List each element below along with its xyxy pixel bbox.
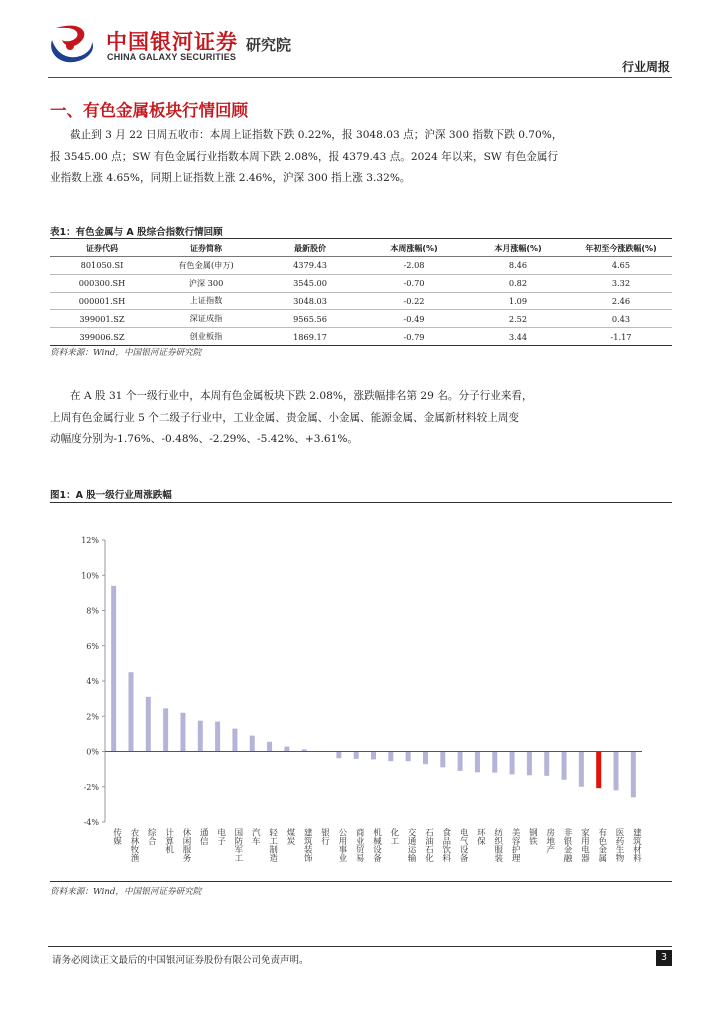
chart-bar [631,752,636,798]
table-cell: -1.17 [570,328,672,346]
table-cell: 9565.56 [258,310,362,328]
chart-bar [267,742,272,752]
chart-bar [475,752,480,773]
page-number: 3 [656,950,672,966]
chart-source-note: 资料来源：Wind，中国银河证券研究院 [50,887,202,897]
table-cell: 3048.03 [258,292,362,310]
column-header: 证券代码 [50,240,154,257]
table-cell: -2.08 [362,257,466,275]
x-category-label: 休闲服务 [180,828,191,862]
x-category-label: 汽车 [250,828,261,845]
table-cell: 3.44 [466,328,570,346]
column-header: 本周涨幅(%) [362,240,466,257]
table-cell: 深证成指 [154,310,258,328]
footer-disclaimer: 请务必阅读正文最后的中国银河证券股份有限公司免责声明。 [52,955,309,966]
x-category-label: 家用电器 [579,828,590,862]
chart-bar [284,747,289,752]
report-type: 行业周报 [621,60,670,74]
brand-name-cn: 中国银河证券 [106,30,238,54]
table-cell: -0.49 [362,310,466,328]
table-cell: -0.70 [362,274,466,292]
paragraph-line: 上周有色金属行业 5 个二级子行业中，工业金属、贵金属、小金属、能源金属、金属新材料较上周变 [50,411,520,424]
table-caption: 表1：有色金属与 A 股综合指数行情回顾 [50,227,223,238]
table-row [50,292,672,310]
x-category-label: 农林牧渔 [128,828,139,862]
y-tick-label: 4% [86,677,99,686]
chart-bar [579,752,584,787]
chart-bar [492,752,497,773]
table-cell: 0.43 [570,310,672,328]
chart-bar [354,752,359,759]
chart-bar [198,721,203,752]
x-category-label: 传媒 [111,828,122,845]
x-category-label: 公用事业 [336,828,347,862]
table-row [50,310,672,328]
header-divider [48,77,672,78]
x-category-label: 商业贸易 [354,828,365,862]
chart-bar [562,752,567,780]
x-category-label: 通信 [198,828,209,845]
chart-bar [215,722,220,752]
x-category-label: 电气设备 [458,828,469,862]
galaxy-logo [48,22,98,66]
y-tick-label: 10% [81,571,99,581]
x-category-label: 纺织服装 [492,828,503,862]
chart-bar [440,752,445,768]
x-category-label: 电子 [215,828,226,845]
x-category-label: 医药生物 [614,828,625,862]
x-category-label: 美容护理 [510,828,521,862]
chart-bar [388,752,393,762]
x-category-label: 石油石化 [423,828,434,862]
industry-weekly-change-chart [50,520,672,880]
table-cell: 000300.SH [50,274,154,292]
x-category-label: 银行 [319,828,330,845]
chart-bar [614,752,619,791]
x-category-label: 煤炭 [284,828,295,845]
column-header: 本月涨幅(%) [466,240,570,257]
x-category-label: 建筑装饰 [302,828,313,862]
x-category-label: 交通运输 [406,828,417,862]
paragraph-line: 业指数上涨 4.65%，同期上证指数上涨 2.46%，沪深 300 指上涨 3.32%。 [50,172,411,184]
y-tick-label: 12% [81,536,99,545]
table-cell: 1.09 [466,292,570,310]
table-cell: 2.52 [466,310,570,328]
table-cell: 399006.SZ [50,328,154,346]
chart-bar [336,752,341,759]
chart-bar [596,752,601,789]
chart-bar [423,752,428,765]
brand-institute: 研究院 [246,36,292,54]
chart-top-rule [50,502,672,503]
table-cell: 0.82 [466,274,570,292]
column-header: 年初至今涨跌幅(%) [570,240,672,257]
chart-bar [544,752,549,776]
table-cell: 801050.SI [50,257,154,275]
x-category-label: 钢铁 [527,828,538,845]
chart-caption: 图1：A 股一级行业周涨跌幅 [50,490,172,501]
chart-bar [180,713,185,752]
footer-divider [48,946,672,947]
table-cell: 8.46 [466,257,570,275]
table-cell: 4.65 [570,257,672,275]
table-top-rule [50,238,672,239]
index-review-table [50,240,672,346]
y-tick-label: 8% [86,606,99,616]
chart-bar [163,708,168,751]
table-row [50,257,672,275]
x-category-label: 轻工制造 [267,828,278,862]
chart-bar [111,586,116,752]
chart-bar [406,752,411,762]
table-cell: 创业板指 [154,328,258,346]
paragraph-market-review [50,125,563,190]
chart-bar [232,729,237,752]
y-tick-label: -4% [83,818,99,827]
chart-bar [510,752,515,775]
x-category-label: 非银金融 [562,828,573,862]
table-cell: 3.32 [570,274,672,292]
chart-bottom-rule [50,881,672,882]
x-category-label: 环保 [475,828,486,845]
x-category-label: 有色金属 [596,828,607,862]
paragraph-industry-ranking [50,386,550,451]
y-tick-label: -2% [83,782,99,792]
chart-bar [128,672,133,751]
table-cell: -0.22 [362,292,466,310]
x-category-label: 机械设备 [371,828,382,862]
x-category-label: 综合 [146,828,157,845]
y-tick-label: 0% [86,747,99,757]
paragraph-line: 动幅度分别为-1.76%、-0.48%、-2.29%、-5.42%、+3.61%。 [50,433,358,445]
x-category-label: 房地产 [544,828,555,854]
brand-name-en: CHINA GALAXY SECURITIES [107,52,237,62]
table-row [50,274,672,292]
table-row [50,328,672,346]
x-category-label: 建筑材料 [631,828,642,862]
y-tick-label: 2% [86,712,99,722]
x-category-label: 化工 [388,828,399,845]
column-header: 证券简称 [154,240,258,257]
table-cell: 1869.17 [258,328,362,346]
chart-bar [458,752,463,771]
column-header: 最新股价 [258,240,362,257]
table-cell: 3545.00 [258,274,362,292]
x-category-label: 食品饮料 [440,828,451,862]
paragraph-line: 在 A 股 31 个一级行业中，本周有色金属板块下跌 2.08%，涨跌幅排名第 29 名。分子行业来看， [70,390,533,402]
x-category-label: 计算机 [163,828,174,854]
chart-bar [250,736,255,752]
table-source-note: 资料来源：Wind，中国银河证券研究院 [50,348,202,358]
table-cell: 有色金属(申万) [154,257,258,275]
table-cell: 399001.SZ [50,310,154,328]
section-title: 一、有色金属板块行情回顾 [50,101,248,120]
paragraph-line: 报 3545.00 点；SW 有色金属行业指数本周下跌 2.08%，报 4379.43 点。2024 年以来，SW 有色金属行 [50,150,559,163]
paragraph-line: 截止到 3 月 22 日周五收市：本周上证指数下跌 0.22%，报 3048.03 点；沪深 300 指数下跌 0.70%， [70,129,563,141]
table-header-row [50,240,672,257]
table-cell: 沪深 300 [154,274,258,292]
table-cell: 上证指数 [154,292,258,310]
chart-bar [371,752,376,760]
chart-bar [146,697,151,752]
y-tick-label: 6% [86,641,99,651]
table-cell: 000001.SH [50,292,154,310]
x-category-label: 国防军工 [232,828,243,862]
table-cell: 2.46 [570,292,672,310]
table-cell: 4379.43 [258,257,362,275]
chart-bar [527,752,532,776]
table-cell: -0.79 [362,328,466,346]
